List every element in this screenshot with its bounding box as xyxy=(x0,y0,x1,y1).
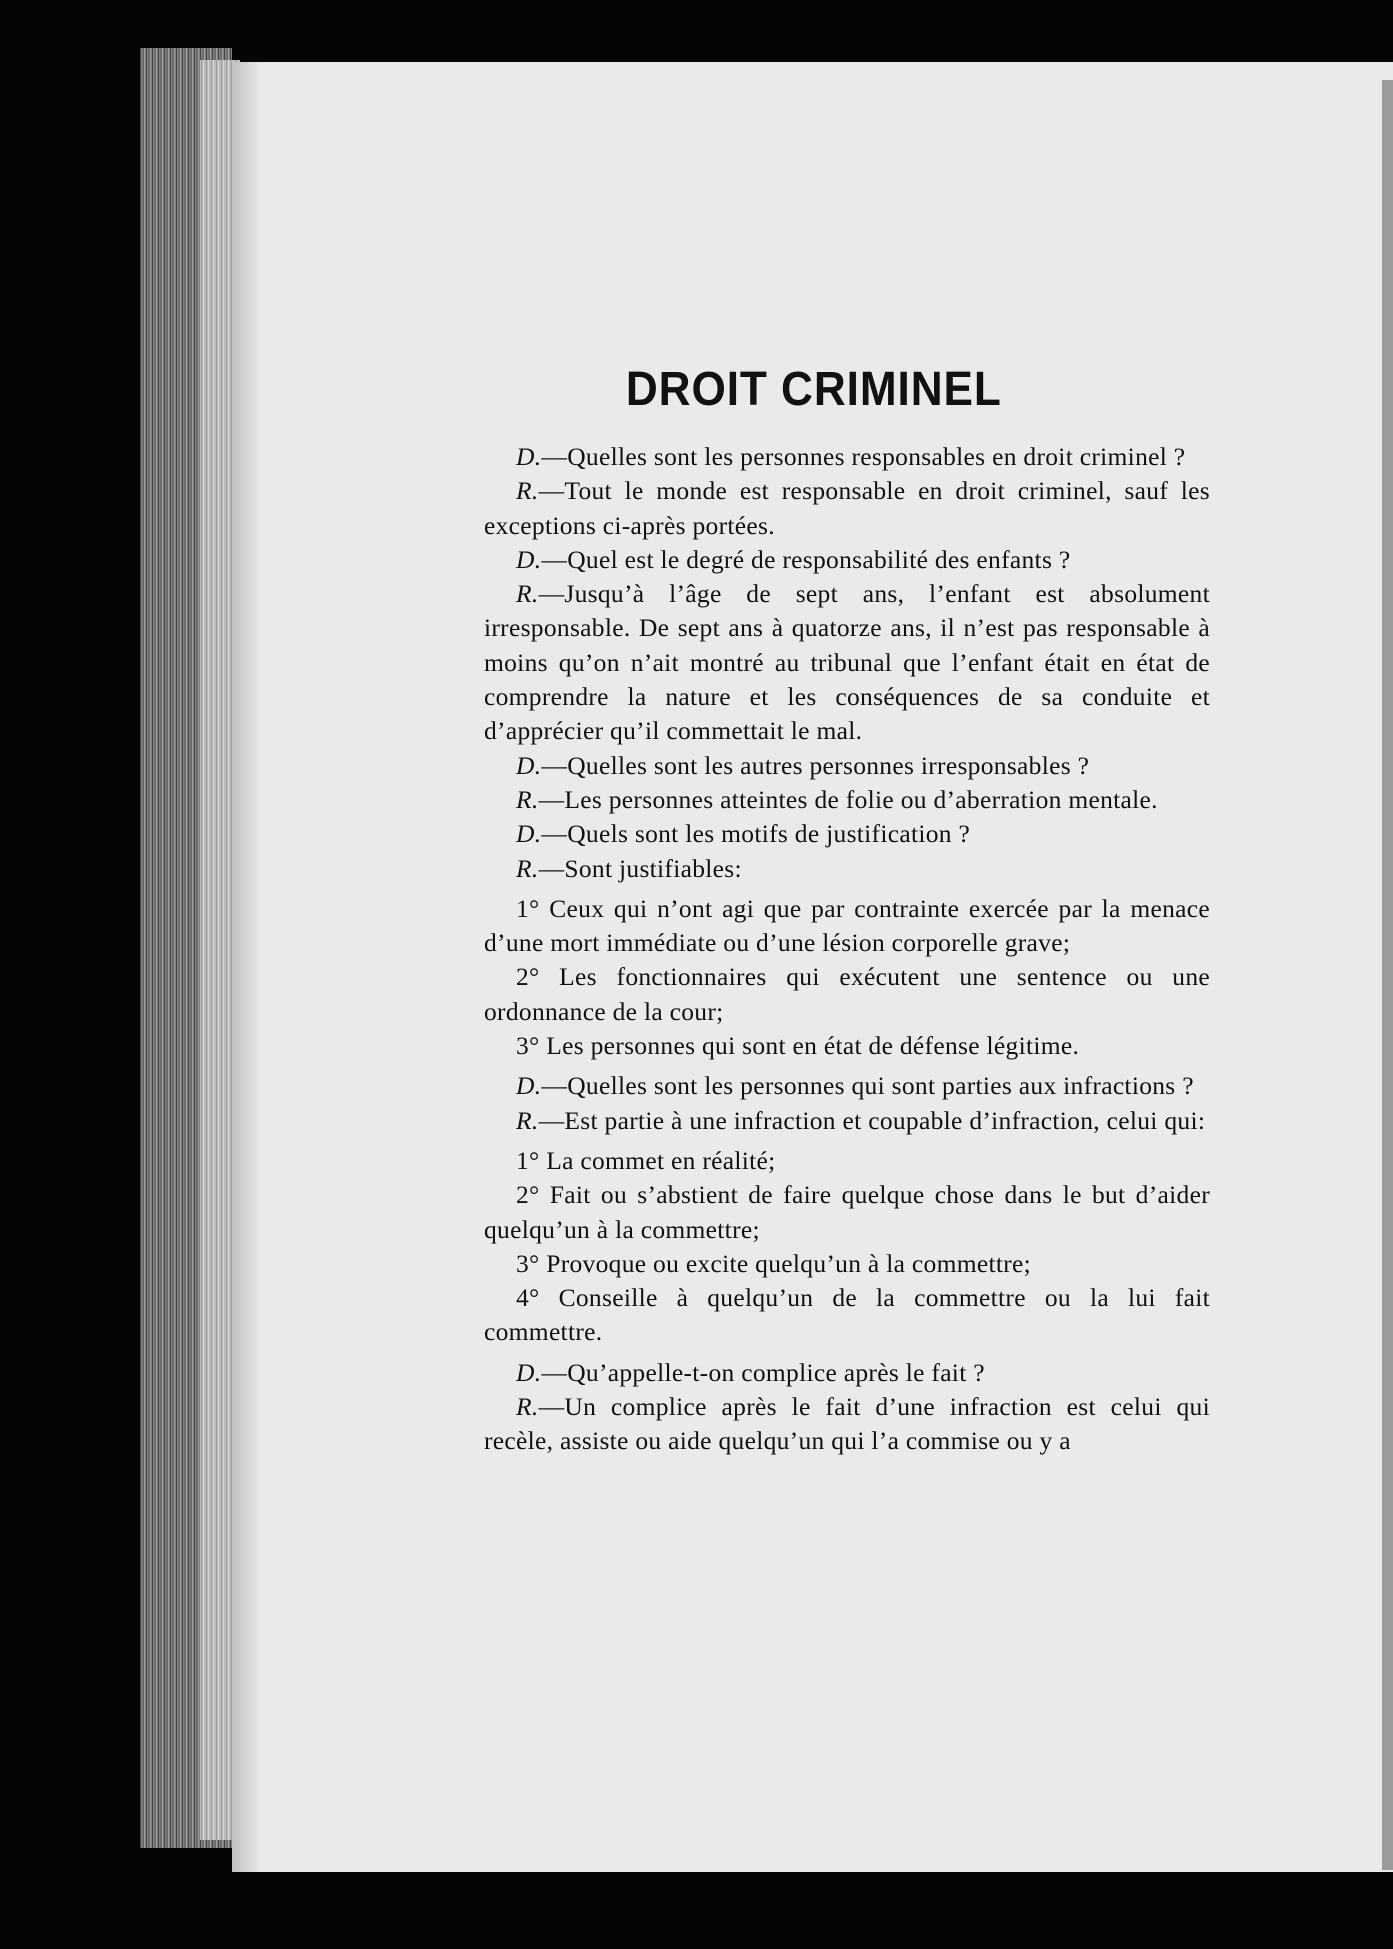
paragraph-text: —Tout le monde est responsable en droit criminel, sauf les exceptions ci-après portées. xyxy=(484,476,1210,540)
list-item-text: 2° Fait ou s’abstient de faire quelque chose dans le but d’aider quelqu’un à la commettre; xyxy=(484,1180,1210,1244)
page-gutter-shadow xyxy=(232,62,262,1872)
paragraph-text: —Quels sont les motifs de justification ? xyxy=(541,819,971,849)
paragraph-text: —Sont justifiables: xyxy=(538,853,742,883)
list-item-text: 3° Les personnes qui sont en état de défense légitime. xyxy=(516,1031,1080,1061)
answer-label: R. xyxy=(516,579,539,609)
answer-label: R. xyxy=(516,1105,539,1135)
answer-label: R. xyxy=(516,476,539,506)
paragraph xyxy=(484,577,1210,748)
paragraph xyxy=(484,543,1210,577)
list-item xyxy=(484,1247,1210,1281)
list-item xyxy=(484,892,1210,961)
list-item xyxy=(484,1029,1210,1063)
paragraph xyxy=(484,817,1210,851)
paragraph xyxy=(484,1104,1210,1138)
list-item-text: 1° La commet en réalité; xyxy=(516,1145,776,1175)
question-label: D. xyxy=(516,1071,542,1101)
list-item xyxy=(484,1178,1210,1247)
question-label: D. xyxy=(516,544,542,574)
list-item-text: 2° Les fonctionnaires qui exécutent une sentence ou une ordonnance de la cour; xyxy=(484,962,1210,1026)
list-item xyxy=(484,960,1210,1029)
paragraph xyxy=(484,1356,1210,1390)
paragraph-text: —Qu’appelle-t-on complice après le fait ? xyxy=(541,1357,985,1387)
paragraph xyxy=(484,1390,1210,1459)
page-title: DROIT CRIMINEL xyxy=(625,363,1002,416)
paragraph xyxy=(484,852,1210,886)
answer-label: R. xyxy=(516,1392,539,1422)
question-label: D. xyxy=(516,1357,542,1387)
paragraph-text: —Un complice après le fait d’une infraction est celui qui recèle, assiste ou aide quelqu’un qui l’a commise ou y a xyxy=(484,1392,1210,1456)
paragraph-text: —Quelles sont les autres personnes irresponsables ? xyxy=(541,750,1090,780)
paragraph xyxy=(484,440,1210,474)
list-item-text: 3° Provoque ou excite quelqu’un à la commettre; xyxy=(516,1248,1032,1278)
paragraph-text: —Quelles sont les personnes qui sont parties aux infractions ? xyxy=(541,1071,1194,1101)
paragraph xyxy=(484,749,1210,783)
paragraph xyxy=(484,783,1210,817)
answer-label: R. xyxy=(516,853,539,883)
paragraph-text: —Quelles sont les personnes responsables en droit criminel ? xyxy=(541,442,1186,471)
paragraph-text: —Jusqu’à l’âge de sept ans, l’enfant est absolument irresponsable. De sept ans à quatorze ans, il n’est pas responsable à moins qu’on n’ait montré au tribunal que l’enfant était en état de comprendre la nature et les conséquences de sa conduite et d’apprécier qu’il commettait le mal. xyxy=(484,579,1210,746)
answer-label: R. xyxy=(516,784,539,814)
paragraph-text: —Quel est le degré de responsabilité des enfants ? xyxy=(541,544,1071,574)
list-item-text: 1° Ceux qui n’ont agi que par contrainte exercée par la menace d’une mort immédiate ou d’une lésion corporelle grave; xyxy=(484,893,1210,958)
next-page-edge xyxy=(1382,80,1393,1870)
body-text xyxy=(484,440,1210,1459)
question-label: D. xyxy=(516,750,542,780)
list-item xyxy=(484,1144,1210,1178)
question-label: D. xyxy=(516,442,542,471)
paragraph-text: —Les personnes atteintes de folie ou d’aberration mentale. xyxy=(538,784,1158,814)
paragraph xyxy=(484,474,1210,543)
list-item-text: 4° Conseille à quelqu’un de la commettre ou la lui fait commettre. xyxy=(484,1283,1210,1347)
paragraph-text: —Est partie à une infraction et coupable d’infraction, celui qui: xyxy=(538,1105,1206,1135)
question-label: D. xyxy=(516,819,542,849)
paragraph xyxy=(484,1069,1210,1103)
list-item xyxy=(484,1281,1210,1350)
